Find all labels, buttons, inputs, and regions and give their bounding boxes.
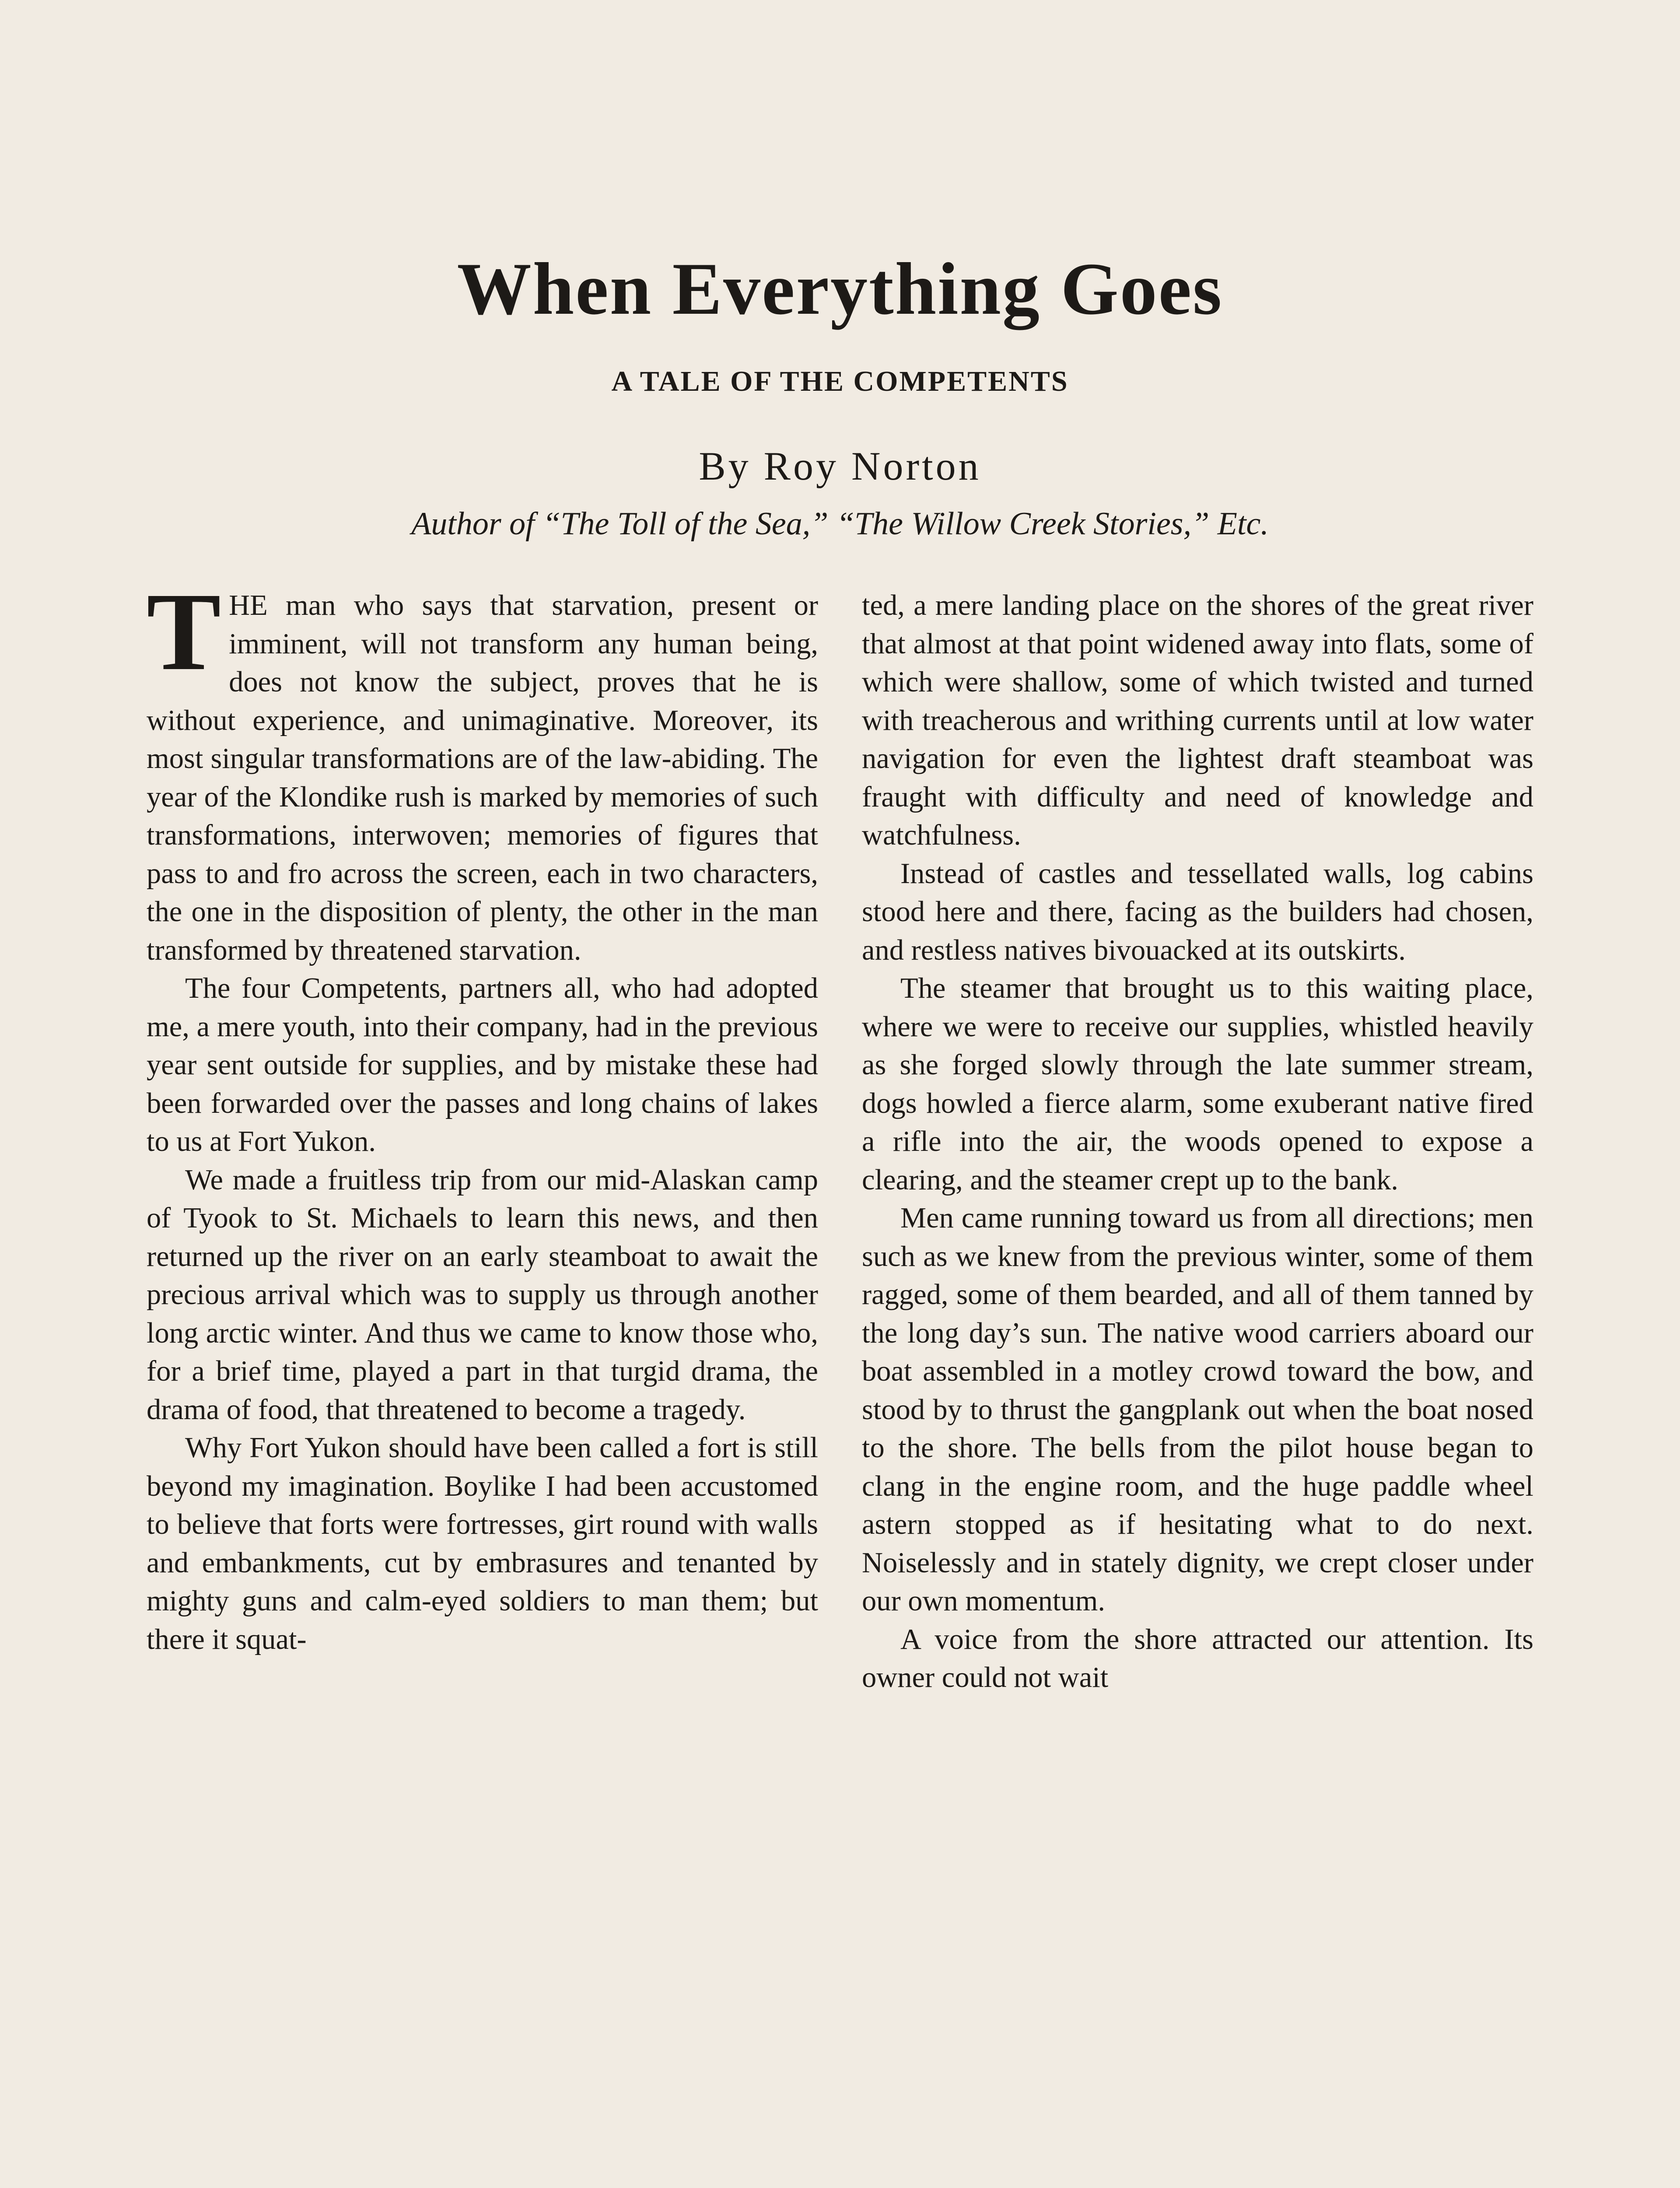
author-byline: By Roy Norton (699, 444, 981, 488)
drop-cap: T (147, 586, 221, 694)
paragraph (147, 586, 818, 969)
paragraph: The four Competents, partners all, who had adopted me, a mere youth, into their company, had in the previous year sent outside for supplies, and by mistake these had been forwarded over the passes and long chains of lakes to us at Fort Yukon. (147, 972, 818, 1157)
author-credit: Author of “The Toll of the Sea,” “The Willow Creek Stories,” Etc. (411, 506, 1269, 542)
story-title: When Everything Goes (457, 248, 1223, 330)
right-column (862, 586, 1533, 2184)
paragraph: A voice from the shore attracted our attention. Its owner could not wait (862, 1623, 1533, 1694)
paragraph-text: HE man who says that starvation, present or imminent, will not transform any human being, does not know the subject, proves that he is without experience, and unimaginative. Moreover, its most singular transformations are of the law-abiding. The year of the Klondike rush is marked by memories of such transformations, interwoven; memories of figures that pass to and fro across the screen, each in two characters, the one in the disposition of plenty, the other in the man transformed by threatened starvation. (147, 589, 818, 966)
paragraph: The steamer that brought us to this waiting place, where we were to receive our supplies, whistled heavily as she forged slowly through the late summer stream, dogs howled a fierce alarm, some exuberant native fired a rifle into the air, the woods opened to expose a clearing, and the steamer crept up to the bank. (862, 972, 1533, 1196)
paragraph: ted, a mere landing place on the shores of the great river that almost at that point widened away into flats, some of which were shallow, some of which twisted and turned with treacherous and writhing currents until at low water navigation for even the lightest draft steamboat was fraught with difficulty and need of knowledge and watchfulness. (862, 589, 1533, 851)
paragraph: Why Fort Yukon should have been called a fort is still beyond my imagination. Boylike I had been accustomed to believe that forts were fortresses, girt round with walls and embankments, cut by embrasures and tenanted by mighty guns and calm-eyed soldiers to man them; but there it squat- (147, 1432, 818, 1655)
paragraph: Instead of castles and tessellated walls, log cabins stood here and there, facing as the builders had chosen, and restless natives bivouacked at its outskirts. (862, 857, 1533, 966)
paragraph: Men came running toward us from all directions; men such as we knew from the previous winter, some of them ragged, some of them bearded, and all of them tanned by the long day’s sun. The native wood carriers aboard our boat assembled in a motley crowd toward the bow, and stood by to thrust the gangplank out when the boat nosed to the shore. The bells from the pilot house began to clang in the engine room, and the huge paddle wheel astern stopped as if hesitating what to do next. Noiselessly and in stately dignity, we crept closer under our own momentum. (862, 1202, 1533, 1617)
paragraph: We made a fruitless trip from our mid-Alaskan camp of Tyook to St. Michaels to learn this news, and then returned up the river on an early steamboat to await the precious arrival which was to supply us through another long arctic winter. And thus we came to know those who, for a brief time, played a part in that turgid drama, the drama of food, that threatened to become a tragedy. (147, 1164, 818, 1426)
left-column (147, 586, 818, 2184)
story-subtitle: A TALE OF THE COMPETENTS (611, 365, 1069, 397)
